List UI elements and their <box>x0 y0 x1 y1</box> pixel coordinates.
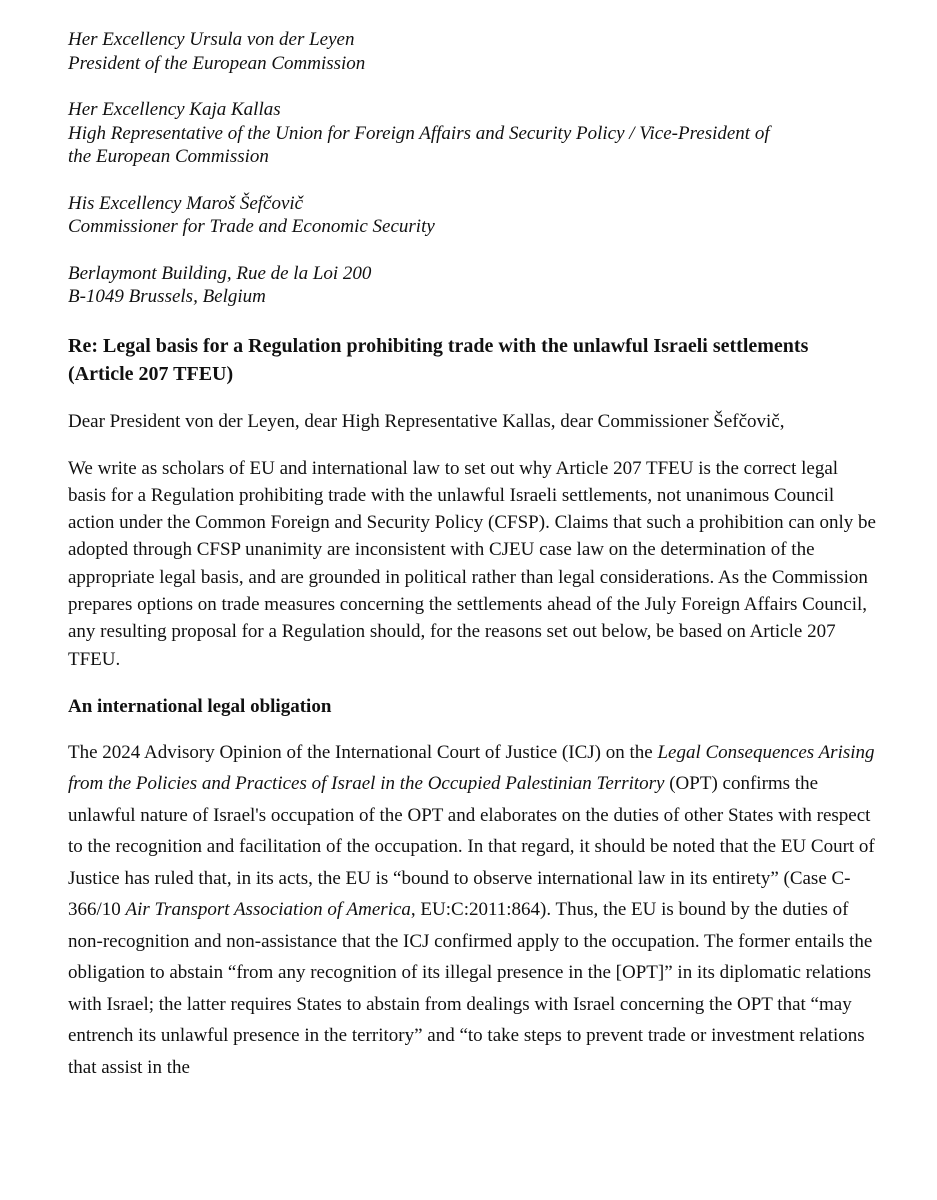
address-street: Berlaymont Building, Rue de la Loi 200 <box>68 262 372 284</box>
addressee-name: His Excellency Maroš Šefčovič <box>68 192 304 214</box>
section-paragraph <box>68 737 877 1084</box>
salutation: Dear President von der Leyen, dear High Representative Kallas, dear Commissioner Šefčovič, <box>68 410 785 432</box>
case-name-italic: Air Transport Association of America <box>125 899 411 921</box>
postal-address <box>68 262 877 309</box>
addressee-title: President of the European Commission <box>68 52 366 74</box>
intro-paragraph: We write as scholars of EU and international law to set out why Article 207 TFEU is the correct legal basis for a Regulation prohibiting trade with the unlawful Israeli settlements, not unanimous Council action under the Common Foreign and Security Policy (CFSP). Claims that such a prohibition can only be adopted through CFSP unanimity are inconsistent with CJEU case law on the determination of the appropriate legal basis, and are grounded in political rather than legal considerations. As the Commission prepares options on trade measures concerning the settlements ahead of the July Foreign Affairs Council, any resulting proposal for a Regulation should, for the reasons set out below, be based on Article 207 TFEU. <box>68 457 876 670</box>
paragraph-text: The 2024 Advisory Opinion of the International Court of Justice (ICJ) on the <box>68 741 658 763</box>
addressee-name: Her Excellency Kaja Kallas <box>68 99 281 120</box>
paragraph-text: (OPT) confirms the unlawful nature of Israel's occupation of the OPT and elaborates on the duties of other States with respect to the recognition and facilitation of the occupation. In that regard, it should be noted that the EU Court of Justice has ruled that, in its acts, the EU is “bound to observe international law in its entirety” (Case C-366/10 <box>68 773 875 921</box>
addressee-title: High Representative of the Union for Foreign Affairs and Security Policy / Vice-President of <box>68 122 770 144</box>
addressee-title: Commissioner for Trade and Economic Security <box>68 216 435 237</box>
addressee-title-cont: the European Commission <box>68 146 269 167</box>
case-title-italic: Legal Consequences Arising from the Policies and Practices of Israel in the Occupied Palestinian Territory <box>68 741 875 795</box>
subject-line: Re: Legal basis for a Regulation prohibiting trade with the unlawful Israeli settlements (Article 207 TFEU) <box>68 334 809 385</box>
paragraph-text: , EU:C:2011:864). Thus, the EU is bound by the duties of non-recognition and non-assistance that the ICJ confirmed apply to the occupation. The former entails the obligation to abstain “from any recognition of its illegal presence in the [OPT]” in its diplomatic relations with Israel; the latter requires States to abstain from dealings with Israel concerning the OPT that “may entrench its unlawful presence in the territory” and “to take steps to prevent trade or investment relations that assist in the <box>68 899 873 1078</box>
addressee-2 <box>68 98 877 169</box>
addressee-name: Her Excellency Ursula von der Leyen <box>68 29 355 50</box>
address-city: B-1049 Brussels, Belgium <box>68 286 266 307</box>
addressee-1 <box>68 28 877 75</box>
section-heading: An international legal obligation <box>68 695 332 717</box>
addressee-3 <box>68 192 877 239</box>
